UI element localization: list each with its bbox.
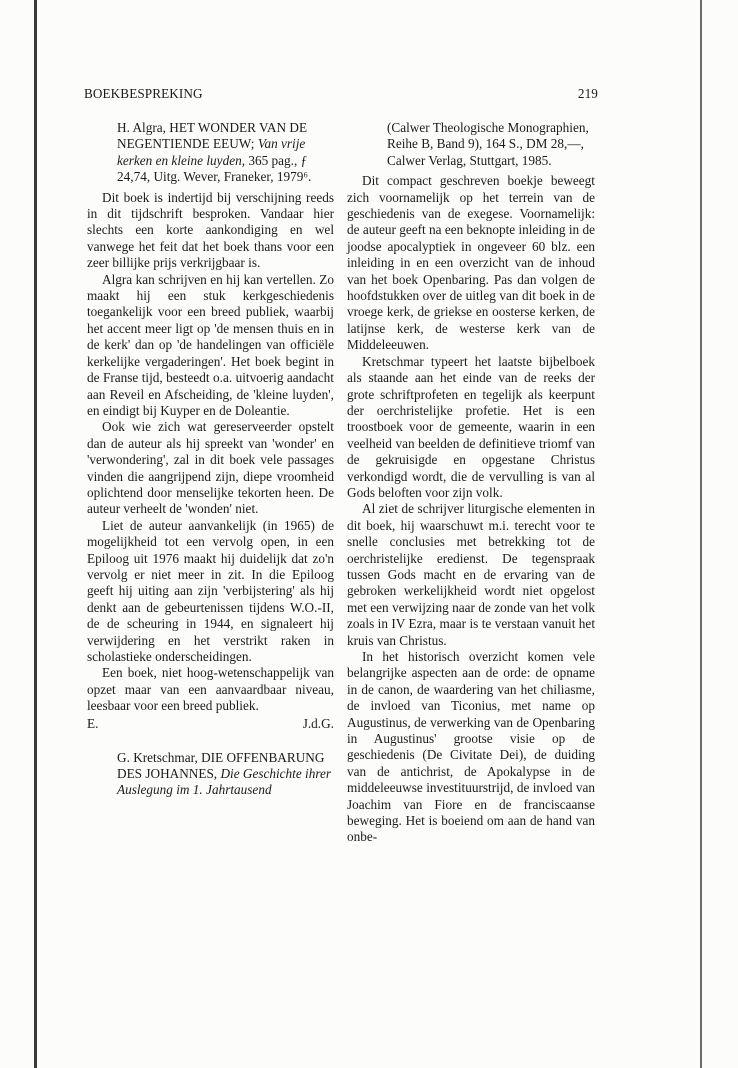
review1-paragraph: Liet de auteur aanvankelijk (in 1965) de mogelijkheid tot een vervolg open, in een Epiloog uit 1976 maakt hij duidelijk dat zo'n vervolg er niet meer in zit. In die Epiloog geeft hij uiting aan zijn 'verbijstering' als hij denkt aan de gebeurtenissen tijdens W.O.-II, de de scheuring in 1944, en signaleert hij verwijdering en het verstrikt raken in scholastieke onderscheidingen. xyxy=(87,517,334,664)
review2-paragraph: Kretschmar typeert het laatste bijbelboek als staande aan het einde van de reeks der grote schriftprofeten en tegelijk als keerpunt der oerchristelijke profetie. Het is een troostboek voor de gemeente, waarin in een veelheid van beelden de definitieve triomf van de gekruisigde en opgestane Christus verkondigd wordt, die de vervulling is van al Gods beloften voor zijn volk. xyxy=(347,353,595,500)
review1-heading xyxy=(87,120,334,186)
left-column xyxy=(87,120,334,803)
review2-heading xyxy=(87,750,334,799)
review2-paragraph: Dit compact geschreven boekje beweegt zich voornamelijk op het terrein van de geschiedenis van de exegese. Voornamelijk: de auteur geeft na een beknopte inleiding in de joodse apocalyptiek in ongeveer 60 blz. een inleiding in en een overzicht van de inhoud van het boek Openbaring. Pas dan volgen de hoofdstukken over de uitleg van dit boek in de vroege kerk, de griekse en oosterse kerken, de latijnse kerk, de westerse kerk van de Middeleeuwen. xyxy=(347,173,595,353)
review1-paragraph: Een boek, niet hoog-wetenschappelijk van opzet maar van een aanvaardbaar niveau, leesbaar voor een breed publiek. xyxy=(87,665,334,714)
running-head-title: BOEKBESPREKING xyxy=(84,86,203,101)
review2-heading-details: (Calwer Theologische Monographien, Reihe B, Band 9), 164 S., DM 28,—, Calwer Verlag, Stuttgart, 1985. xyxy=(387,120,589,168)
scan-left-edge xyxy=(34,0,37,1068)
review2-heading-continued xyxy=(347,120,595,169)
review1-heading-author: H. Algra, HET WONDER VAN DE NEGENTIENDE EEUW; xyxy=(117,120,308,152)
review1-heading-details: 365 pag., ƒ 24,74, Uitg. Wever, Franeker, 1979⁶. xyxy=(117,152,312,185)
scan-right-edge xyxy=(700,0,702,1068)
review2-heading-author: G. Kretschmar, DIE OFFENBARUNG DES JOHANNES, xyxy=(117,749,325,782)
review1-signature xyxy=(87,716,334,732)
review1-paragraph: Ook wie zich wat gereserveerder opstelt dan de auteur als hij spreekt van 'wonder' en 'verwondering', zal in dit boek vele passages vinden die aangrijpend zijn, diepe vroomheid oplichtend door menselijke tekorten heen. De auteur verheelt de 'wonden' niet. xyxy=(87,419,334,517)
signature-right: J.d.G. xyxy=(302,715,334,731)
review1-paragraph: Dit boek is indertijd bij verschijning reeds in dit tijdschrift besproken. Vandaar hier slechts een korte aankondiging en wel vanwege het feit dat het boek thans voor een zeer billijke prijs verkrijgbaar is. xyxy=(87,189,334,271)
review2-heading-title: Die Geschichte ihrer Auslegung im 1. Jahrtausend xyxy=(117,766,332,798)
review2-paragraph: Al ziet de schrijver liturgische elementen in dit boek, hij waarschuwt m.i. terecht voor te snelle conclusies met betrekking tot de oerchristelijke eredienst. De tegenspraak tussen Gods macht en de ervaring van de gebroken werkelijkheid wordt niet opgelost met een verwijzing naar de zonde van het volk zoals in IV Ezra, maar is te verstaan vanuit het kruis van Christus. xyxy=(347,501,595,648)
right-column xyxy=(347,120,595,846)
page-number: 219 xyxy=(577,86,598,101)
review1-heading-title: Van vrije kerken en kleine luyden, xyxy=(117,136,306,168)
review2-paragraph: In het historisch overzicht komen vele belangrijke aspecten aan de orde: de opname in de canon, de waardering van het chiliasme, de invloed van Ticonius, met name op Augustinus, de verwerking van de Openbaring in Augustinus' grootse visie op de geschiedenis (De Civitate Dei), de duiding van de antichrist, de Apokalypse in de middeleeuwse investituurstrijd, de invloed van Joachim van Fiore en de franciscaanse beweging. Het is boeiend om aan de hand van onbe- xyxy=(347,649,595,845)
review1-paragraph: Algra kan schrijven en hij kan vertellen. Zo maakt hij een stuk kerkgeschiedenis toegankelijk voor een breed publiek, waarbij het accent meer ligt op 'de mensen thuis en in de kerk' dan op 'de handelingen van officiële kerkelijke vergaderingen'. Het boek begint in de Franse tijd, besteedt o.a. uitvoerig aandacht aan Reveil en Afscheiding, de 'kleine luyden', en eindigt bij Kuyper en de Doleantie. xyxy=(87,271,334,418)
signature-left: E. xyxy=(87,715,99,731)
